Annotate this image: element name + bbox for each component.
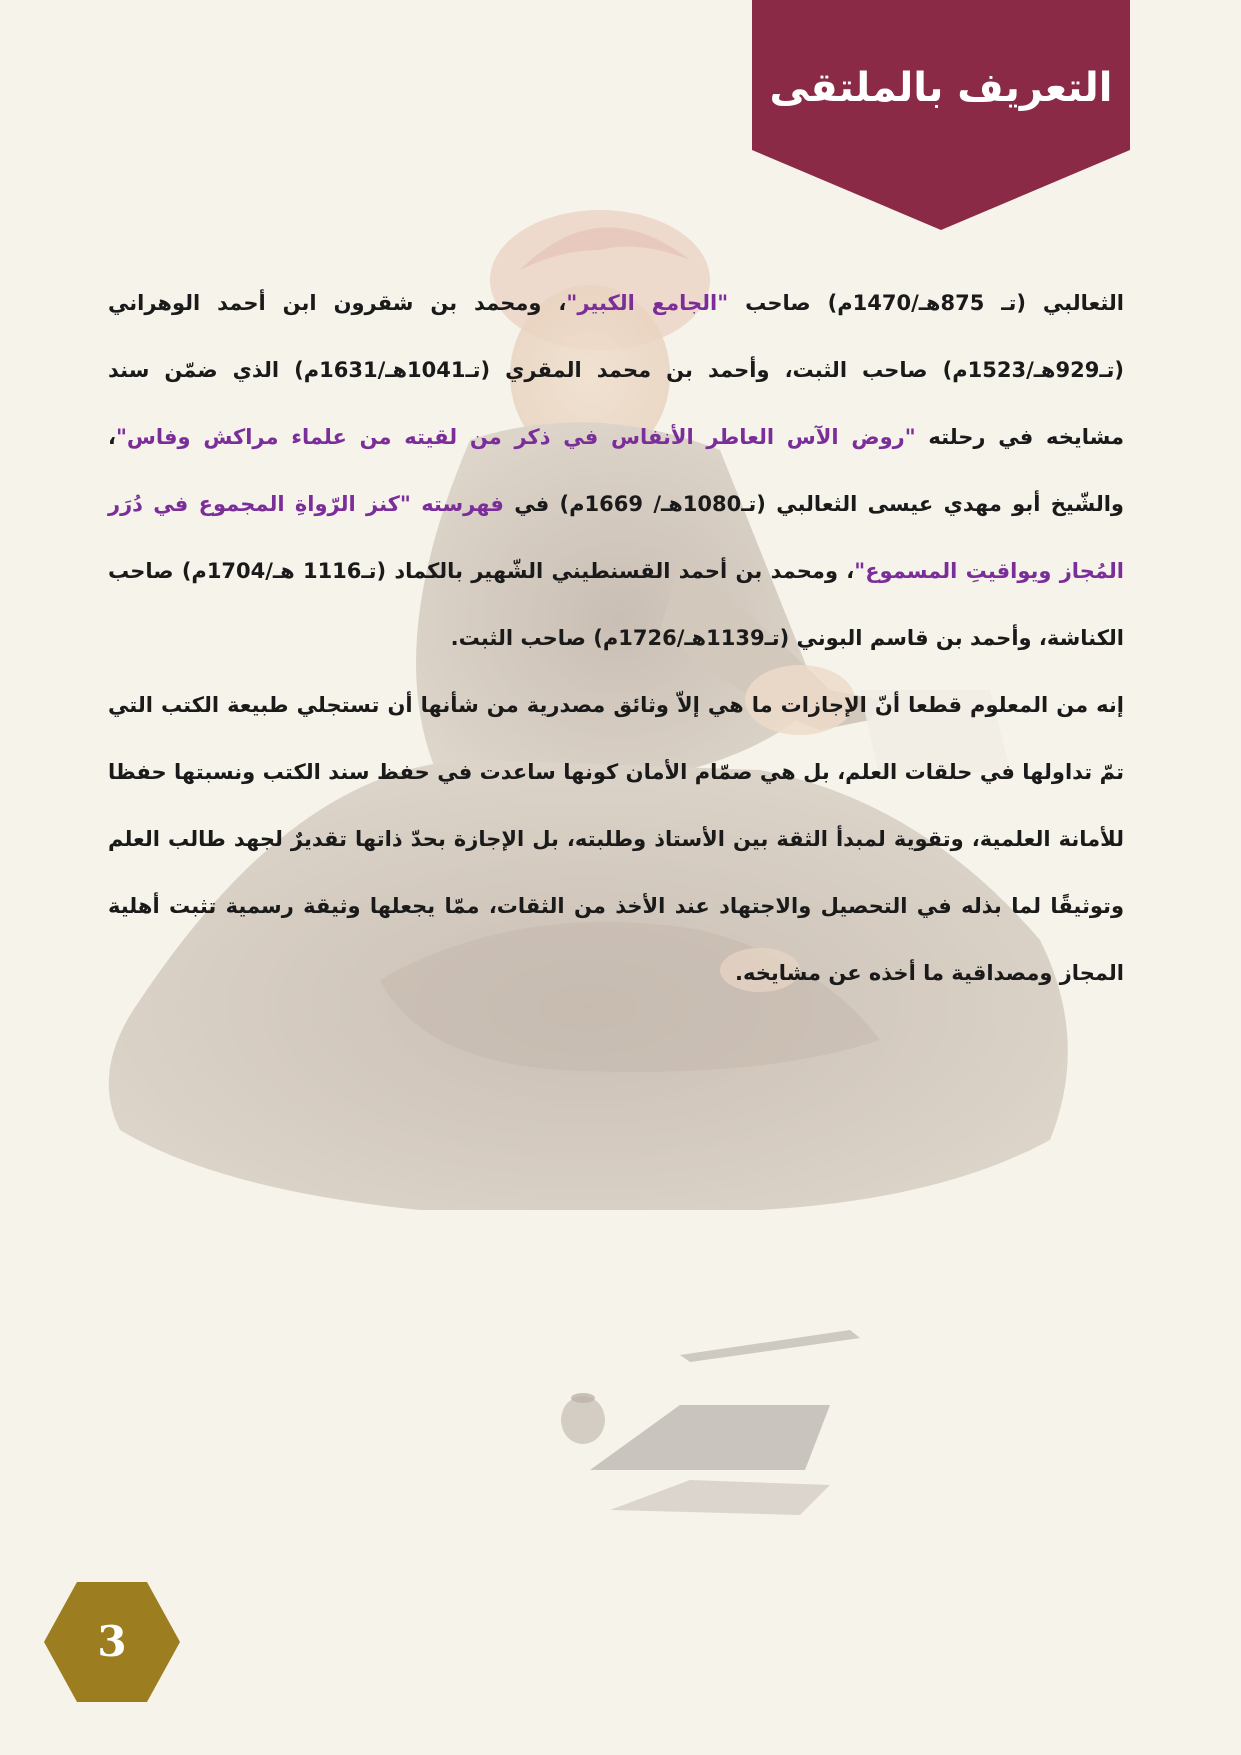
paragraph-text: الثعالبي (تـ 875هـ/1470م) صاحب (728, 291, 1125, 315)
paragraph-scholars (108, 270, 1124, 672)
header-banner (752, 0, 1130, 230)
book-title: "الجامع الكبير" (566, 291, 729, 315)
main-content (108, 270, 1124, 1007)
book-title: فهرسته "كنز الرّواةِ المجموع في دُرَر المُجاز ويواقيتِ المسموع" (108, 492, 1124, 583)
page-number: 3 (97, 1617, 127, 1666)
book-title: "روض الآس العاطر الأنفاس في ذكر من لقيته من علماء مراكش وفاس" (115, 425, 916, 449)
paragraph-text: ، ومحمد بن أحمد القسنطيني الشّهير بالكماد (تـ1116 هـ/1704م) صاحب الكناشة، وأحمد بن قاسم البوني (تـ1139هـ/1726م) صاحب الثبت. (108, 559, 1124, 650)
paragraph-text: ، ومحمد بن شقرون ابن أحمد الوهراني (تـ929هـ/1523م) صاحب الثبت، وأحمد بن محمد المقري (تـ1041هـ/1631م) الذي ضمّن سند مشايخه في رحلته (108, 291, 1125, 449)
page-title: التعريف بالملتقى (769, 65, 1113, 111)
paragraph-ijazat: إنه من المعلوم قطعا أنّ الإجازات ما هي إلاّ وثائق مصدرية من شأنها أن تستجلي طبيعة الكتب التي تمّ تداولها في حلقات العلم، بل هي صمّام الأمان كونها ساعدت في حفظ سند الكتب ونسبتها حفظا للأمانة العلمية، وتقوية لمبدأ الثقة بين الأستاذ وطلبته، بل الإجازة بحدّ ذاتها تقديرٌ لجهد طالب العلم وتوثيقًا لما بذله في التحصيل والاجتهاد عند الأخذ من الثقات، ممّا يجعلها وثيقة رسمية تثبت أهلية المجاز ومصداقية ما أخذه عن مشايخه. (108, 693, 1124, 985)
page-number-badge (42, 1580, 182, 1704)
paragraph-text: ، والشّيخ أبو مهدي عيسى الثعالبي (تـ1080هـ/ 1669م) في (108, 425, 1124, 516)
